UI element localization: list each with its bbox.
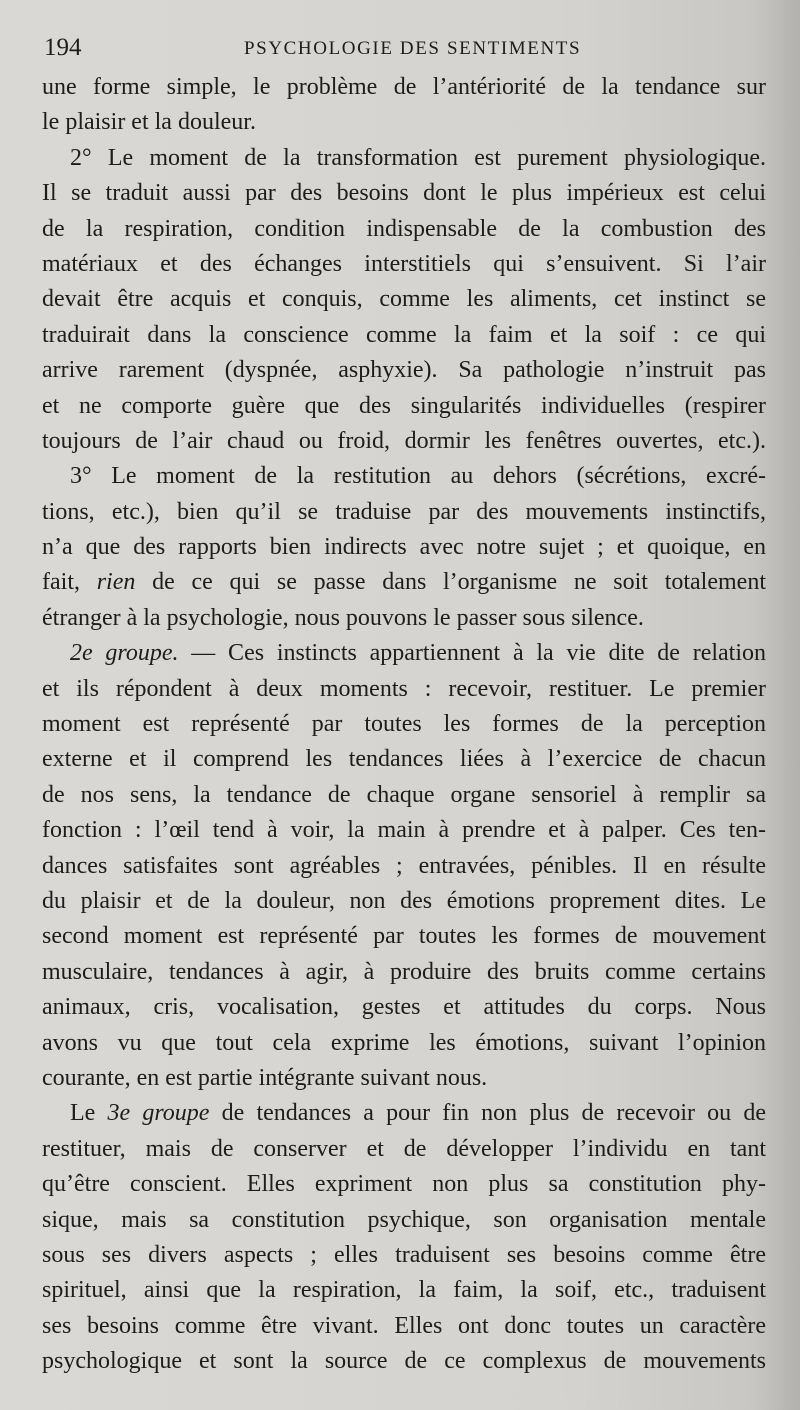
- italic-text: 3e groupe: [107, 1100, 210, 1127]
- text-line: [42, 601, 766, 636]
- italic-text: rien: [96, 569, 136, 596]
- text-span: fait,: [42, 569, 97, 596]
- text-span: dances satisfaites sont agréables ; entravées, pénibles. Il en résulte: [42, 852, 766, 879]
- text-line: [42, 318, 766, 353]
- text-line: [42, 1309, 766, 1344]
- text-span: une forme simple, le problème de l’antériorité de la tendance sur: [42, 74, 766, 100]
- running-title: PSYCHOLOGIE DES SENTIMENTS: [244, 38, 582, 59]
- text-span: étranger à la psychologie, nous pouvons le passer sous silence.: [42, 604, 644, 631]
- text-span: et ils répondent à deux moments : recevoir, restituer. Le premier: [42, 675, 766, 702]
- text-line: [42, 1273, 766, 1308]
- text-span: spirituel, ainsi que la respiration, la faim, la soif, etc., traduisent: [42, 1277, 766, 1304]
- text-span: tions, etc.), bien qu’il se traduise par des mouvements instinctifs,: [42, 498, 766, 525]
- text-span: matériaux et des échanges interstitiels qui s’ensuivent. Si l’air: [42, 250, 766, 277]
- text-line: [42, 1167, 766, 1202]
- text-span: avons vu que tout cela exprime les émotions, suivant l’opinion: [42, 1029, 766, 1056]
- text-line: [42, 707, 766, 742]
- text-line: [42, 884, 766, 919]
- text-span: courante, en est partie intégrante suivant nous.: [42, 1064, 488, 1091]
- text-line: [42, 530, 766, 565]
- text-line: [42, 212, 766, 247]
- text-line: [42, 778, 766, 813]
- text-span: sous ses divers aspects ; elles traduisent ses besoins comme être: [42, 1241, 766, 1268]
- text-span: sique, mais sa constitution psychique, son organisation mentale: [42, 1206, 766, 1233]
- text-span: animaux, cris, vocalisation, gestes et attitudes du corps. Nous: [42, 994, 766, 1021]
- text-span: Le: [70, 1100, 108, 1127]
- text-line: [42, 849, 766, 884]
- text-span: 2° Le moment de la transformation est purement physiologique.: [70, 144, 766, 171]
- text-line: [42, 1096, 766, 1131]
- text-line: [42, 919, 766, 954]
- text-line: [42, 176, 766, 211]
- text-span: psychologique et sont la source de ce complexus de mouvements: [42, 1348, 766, 1375]
- text-span: restituer, mais de conserver et de développer l’individu en tant: [42, 1135, 766, 1162]
- text-line: [42, 1203, 766, 1238]
- text-span: le plaisir et la douleur.: [42, 109, 256, 136]
- text-line: [42, 424, 766, 459]
- text-span: toujours de l’air chaud ou froid, dormir les fenêtres ouvertes, etc.).: [42, 427, 766, 454]
- text-span: second moment est représenté par toutes les formes de mouvement: [42, 923, 766, 950]
- text-span: n’a que des rapports bien indirects avec notre sujet ; et quoique, en: [42, 534, 766, 561]
- text-line: [42, 1132, 766, 1167]
- text-span: de tendances a pour fin non plus de recevoir ou de: [209, 1100, 766, 1127]
- text-line: [42, 1026, 766, 1061]
- text-line: [42, 1061, 766, 1096]
- text-span: ses besoins comme être vivant. Elles ont donc toutes un caractère: [42, 1312, 766, 1339]
- text-line: [42, 1238, 766, 1273]
- italic-text: 2e groupe.: [70, 640, 179, 667]
- text-line: [42, 742, 766, 777]
- text-span: qu’être conscient. Elles expriment non plus sa constitution phy-: [42, 1171, 766, 1198]
- text-span: et ne comporte guère que des singularités individuelles (respirer: [42, 392, 766, 419]
- text-span: de la respiration, condition indispensable de la combustion des: [42, 215, 766, 242]
- text-line: [42, 990, 766, 1025]
- text-span: 3° Le moment de la restitution au dehors (sécrétions, excré-: [70, 463, 766, 490]
- text-line: [42, 459, 766, 494]
- text-line: [42, 70, 766, 105]
- text-span: de nos sens, la tendance de chaque organe sensoriel à remplir sa: [42, 781, 766, 808]
- text-line: [42, 495, 766, 530]
- text-line: [42, 1344, 766, 1379]
- text-span: — Ces instincts appartiennent à la vie dite de relation: [178, 640, 767, 667]
- text-span: du plaisir et de la douleur, non des émotions proprement dites. Le: [42, 887, 766, 914]
- body-text: [42, 70, 766, 1379]
- text-span: musculaire, tendances à agir, à produire des bruits comme certains: [42, 958, 766, 985]
- text-line: [42, 565, 766, 600]
- text-span: traduirait dans la conscience comme la faim et la soif : ce qui: [42, 321, 766, 348]
- text-line: [42, 282, 766, 317]
- page-header: [42, 30, 766, 70]
- text-line: [42, 672, 766, 707]
- text-line: [42, 247, 766, 282]
- text-line: [42, 105, 766, 140]
- text-span: arrive rarement (dyspnée, asphyxie). Sa pathologie n’instruit pas: [42, 357, 766, 384]
- text-span: devait être acquis et conquis, comme les aliments, cet instinct se: [42, 286, 766, 313]
- page-number: 194: [44, 34, 82, 61]
- text-line: [42, 813, 766, 848]
- text-span: externe et il comprend les tendances liées à l’exercice de chacun: [42, 746, 766, 773]
- text-line: [42, 389, 766, 424]
- text-span: de ce qui se passe dans l’organisme ne soit totalement: [135, 569, 766, 596]
- text-line: [42, 955, 766, 990]
- text-span: fonction : l’œil tend à voir, la main à prendre et à palper. Ces ten-: [42, 817, 766, 844]
- text-line: [42, 636, 766, 671]
- text-span: moment est représenté par toutes les formes de la perception: [42, 711, 766, 738]
- text-line: [42, 353, 766, 388]
- text-line: [42, 141, 766, 176]
- text-span: Il se traduit aussi par des besoins dont le plus impérieux est celui: [42, 180, 766, 207]
